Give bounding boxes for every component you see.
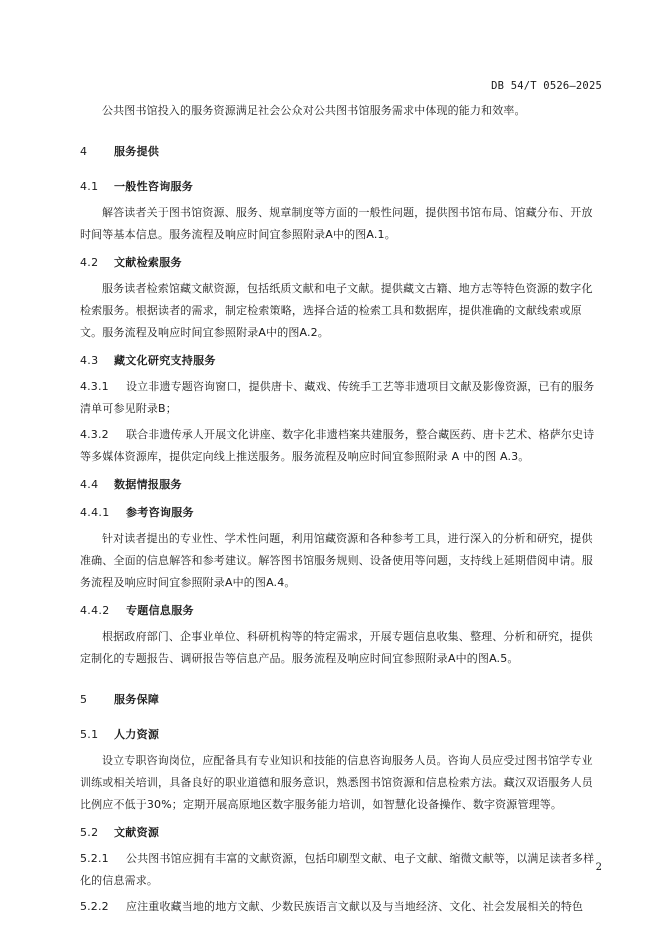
clause-number: 5.2.1 xyxy=(80,852,109,865)
clause-number: 4.3.1 xyxy=(80,380,109,393)
section-5-2-heading xyxy=(80,822,600,844)
section-title: 一般性咨询服务 xyxy=(114,180,194,193)
clause-text: 联合非遗传承人开展文化讲座、数字化非遗档案共建服务，整合藏医药、唐卡艺术、格萨尔史诗等多媒体资源库，提供定向线上推送服务。服务流程及响应时间宜参照附录 A 中的图 A.3。 xyxy=(80,428,595,463)
section-4-heading xyxy=(80,141,600,163)
section-title: 文献检索服务 xyxy=(114,256,182,269)
section-number: 4.4 xyxy=(80,478,99,491)
section-4-4-1-heading xyxy=(80,502,600,524)
clause-5-2-2 xyxy=(80,896,600,918)
section-number: 4 xyxy=(80,145,88,158)
section-4-2-paragraph: 服务读者检索馆藏文献资源，包括纸质文献和电子文献。提供藏文古籍、地方志等特色资源的数字化检索服务。根据读者的需求，制定检索策略，选择合适的检索工具和数据库，提供准确的文献线索或原文。服务流程及响应时间宜参照附录A中的图A.2。 xyxy=(80,282,593,339)
section-number: 4.3 xyxy=(80,354,99,367)
section-title: 专题信息服务 xyxy=(126,604,194,617)
section-4-4-heading xyxy=(80,474,600,496)
section-5-1-paragraph: 设立专职咨询岗位，应配备具有专业知识和技能的信息咨询服务人员。咨询人员应受过图书馆学专业训练或相关培训，具备良好的职业道德和服务意识，熟悉图书馆资源和信息检索方法。藏汉双语服务人员比例应不低于30%；定期开展高原地区数字服务能力培训，如智慧化设备操作、数字资源管理等。 xyxy=(80,754,593,811)
section-title: 服务保障 xyxy=(114,693,160,706)
section-4-4-2-heading xyxy=(80,600,600,622)
clause-4-3-1 xyxy=(80,376,600,420)
document-body xyxy=(80,100,600,920)
section-number: 4.4.2 xyxy=(80,604,110,617)
section-number: 4.2 xyxy=(80,256,99,269)
section-title: 人力资源 xyxy=(114,728,160,741)
section-4-4-1-paragraph: 针对读者提出的专业性、学术性问题，利用馆藏资源和各种参考工具，进行深入的分析和研究，提供准确、全面的信息解答和参考建议。解答图书馆服务规则、设备使用等问题，支持线上延期借阅申请。服务流程及响应时间宜参照附录A中的图A.4。 xyxy=(80,532,593,589)
section-title: 服务提供 xyxy=(114,145,160,158)
section-4-1-heading xyxy=(80,176,600,198)
intro-paragraph: 公共图书馆投入的服务资源满足社会公众对公共图书馆服务需求中体现的能力和效率。 xyxy=(102,104,526,117)
section-title: 数据情报服务 xyxy=(114,478,182,491)
section-title: 文献资源 xyxy=(114,826,160,839)
section-number: 5 xyxy=(80,693,88,706)
section-4-2-heading xyxy=(80,252,600,274)
section-number: 4.1 xyxy=(80,180,99,193)
section-4-1-paragraph: 解答读者关于图书馆资源、服务、规章制度等方面的一般性问题，提供图书馆布局、馆藏分布、开放时间等基本信息。服务流程及响应时间宜参照附录A中的图A.1。 xyxy=(80,206,593,241)
section-number: 4.4.1 xyxy=(80,506,110,519)
section-number: 5.1 xyxy=(80,728,99,741)
section-title: 参考咨询服务 xyxy=(126,506,194,519)
clause-text: 设立非遗专题咨询窗口，提供唐卡、藏戏、传统手工艺等非遗项目文献及影像资源，已有的服务清单可参见附录B； xyxy=(80,380,595,415)
section-title: 藏文化研究支持服务 xyxy=(114,354,216,367)
section-number: 5.2 xyxy=(80,826,99,839)
clause-number: 5.2.2 xyxy=(80,900,109,913)
section-4-3-heading xyxy=(80,350,600,372)
section-4-4-2-paragraph: 根据政府部门、企事业单位、科研机构等的特定需求，开展专题信息收集、整理、分析和研究，提供定制化的专题报告、调研报告等信息产品。服务流程及响应时间宜参照附录A中的图A.5。 xyxy=(80,630,593,665)
clause-5-2-1 xyxy=(80,848,600,892)
section-5-heading xyxy=(80,689,600,711)
document-id-header: DB 54/T 0526—2025 xyxy=(491,80,602,92)
clause-text: 应注重收藏当地的地方文献、少数民族语言文献以及与当地经济、文化、社会发展相关的特色 xyxy=(126,900,584,913)
clause-text: 公共图书馆应拥有丰富的文献资源，包括印刷型文献、电子文献、缩微文献等，以满足读者多样化的信息需求。 xyxy=(80,852,595,887)
clause-4-3-2 xyxy=(80,424,600,468)
section-5-1-heading xyxy=(80,724,600,746)
page-number: 2 xyxy=(595,862,602,873)
clause-number: 4.3.2 xyxy=(80,428,109,441)
